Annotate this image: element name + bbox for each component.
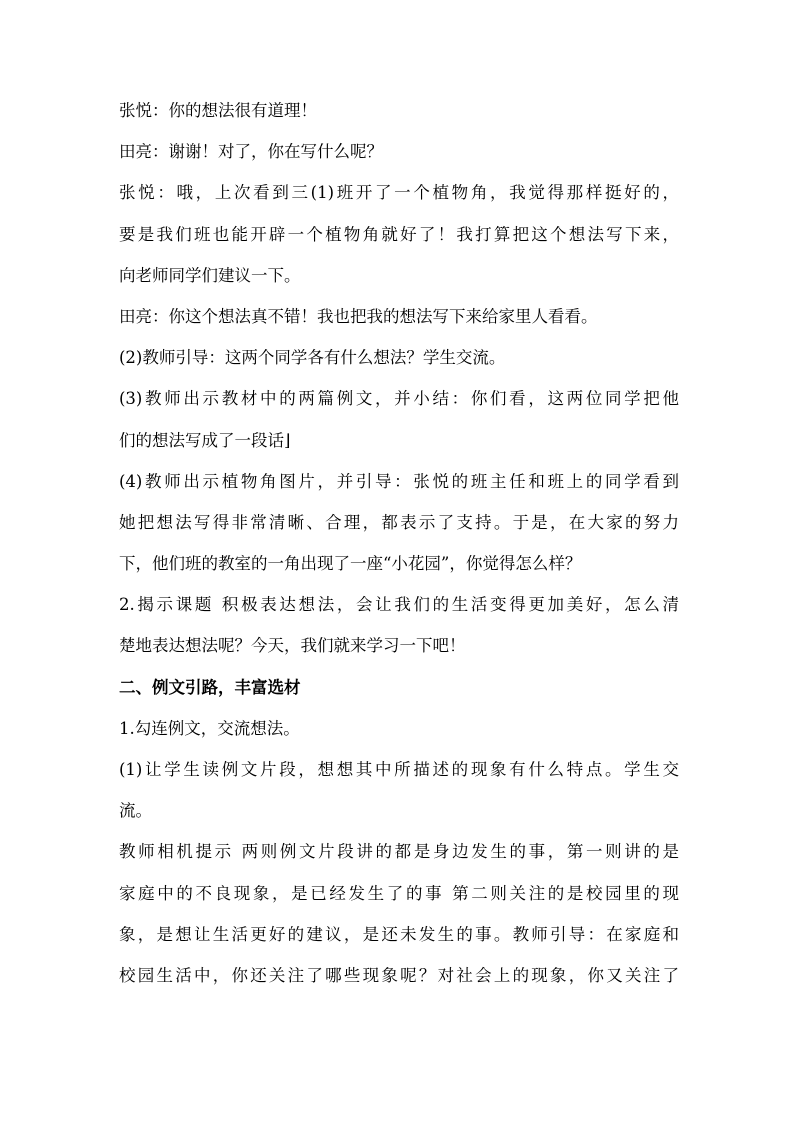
paragraph-line: (1)让学生读例文片段，想想其中所描述的现象有什么特点。学生交 <box>119 760 679 779</box>
paragraph-line: (2)教师引导：这两个同学各有什么想法？学生交流。 <box>119 348 506 368</box>
paragraph-line: 们的想法写成了一段话⌋ <box>119 430 291 450</box>
document-page <box>119 101 679 1007</box>
paragraph-line: 2.揭示课题 积极表达想法，会让我们的生活变得更加美好，怎么清 <box>119 595 679 615</box>
dialogue-line: 张悦：哦，上次看到三(1)班开了一个植物角，我觉得那样挺好的， <box>119 183 679 203</box>
paragraph-line: 象，是想让生活更好的建议，是还未发生的事。教师引导：在家庭和 <box>119 924 679 944</box>
dialogue-line: 田亮：你这个想法真不错！我也把我的想法写下来给家里人看看。 <box>119 306 598 326</box>
paragraph-line: 家庭中的不良现象，是已经发生了的事 第二则关注的是校园里的现 <box>119 883 679 903</box>
paragraph-line: 流。 <box>119 801 152 821</box>
paragraph-line: 校园生活中，你还关注了哪些现象呢？对社会上的现象，你又关注了 <box>119 965 679 985</box>
dialogue-line: 田亮：谢谢！对了，你在写什么呢？ <box>119 142 383 162</box>
paragraph-line: 楚地表达想法呢？今天，我们就来学习一下吧！ <box>119 636 466 656</box>
paragraph-line: 她把想法写得非常清晰、合理，都表示了支持。于是，在大家的努力 <box>119 512 679 532</box>
paragraph-line: 要是我们班也能开辟一个植物角就好了！我打算把这个想法写下来， <box>119 224 679 244</box>
paragraph-line: 向老师同学们建议一下。 <box>119 265 301 285</box>
paragraph-line: 教师相机提示 两则例文片段讲的都是身边发生的事，第一则讲的是 <box>119 842 679 862</box>
paragraph-line: 下，他们班的教室的一角出现了一座“小花园”，你觉得怎么样？ <box>119 554 582 574</box>
section-heading: 二、例文引路，丰富选材 <box>119 677 301 697</box>
paragraph-line: 1.勾连例文，交流想法。 <box>119 718 300 738</box>
dialogue-line: 张悦：你的想法很有道理！ <box>119 101 317 120</box>
paragraph-line: (3)教师出示教材中的两篇例文，并小结：你们看，这两位同学把他 <box>119 389 679 409</box>
paragraph-line: (4)教师出示植物角图片，并引导：张悦的班主任和班上的同学看到 <box>119 471 679 491</box>
